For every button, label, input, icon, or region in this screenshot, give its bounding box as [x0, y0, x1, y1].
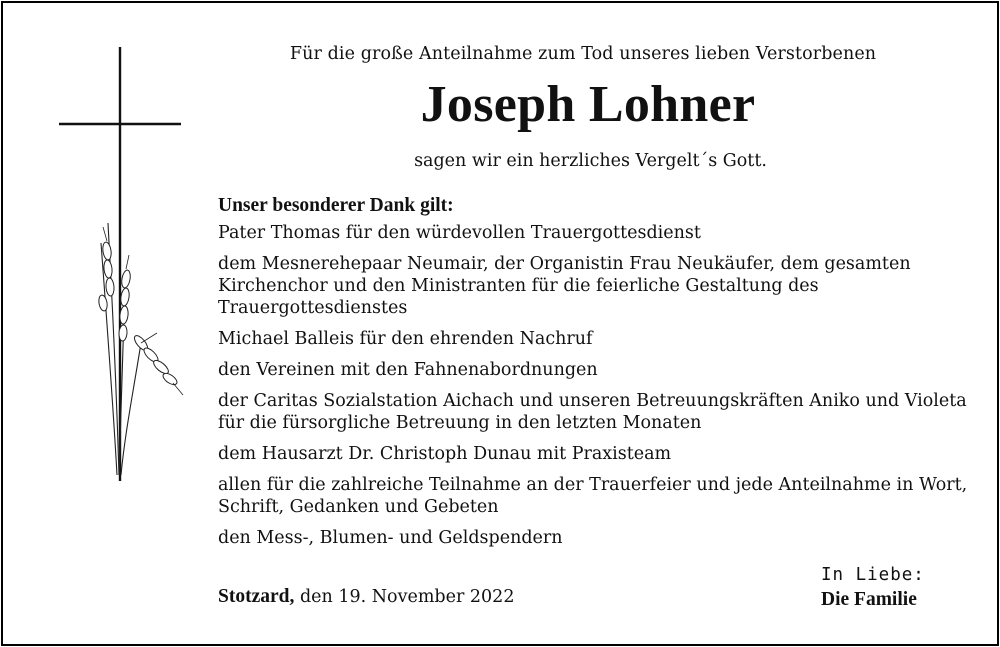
- date: den 19. November 2022: [299, 587, 515, 607]
- thanks-line: sagen wir ein herzliches Vergelt´s Gott.: [414, 151, 767, 171]
- signature: Die Familie: [821, 589, 917, 610]
- place-date: [218, 586, 514, 608]
- gratitude-heading: Unser besonderer Dank gilt:: [218, 195, 454, 216]
- gratitude-item: allen für die zahlreiche Teilnahme an der Trauerfeier und jede Anteilnahme in Wort, Schrift, Gedanken und Gebeten: [218, 475, 968, 517]
- closing-text: In Liebe:: [821, 565, 925, 585]
- gratitude-item: den Mess-, Blumen- und Geldspendern: [218, 528, 563, 548]
- gratitude-item: den Vereinen mit den Fahnenabordnungen: [218, 360, 598, 380]
- place: Stotzard,: [218, 586, 295, 607]
- gratitude-item: der Caritas Sozialstation Aichach und unseren Betreuungskräften Aniko und Violeta für die fürsorgliche Betreuung in den letzten Monaten: [218, 391, 967, 433]
- gratitude-item: dem Hausarzt Dr. Christoph Dunau mit Praxisteam: [218, 444, 672, 464]
- intro-text: Für die große Anteilnahme zum Tod unseres lieben Verstorbenen: [289, 44, 877, 64]
- gratitude-list: [218, 195, 978, 558]
- deceased-name: Joseph Lohner: [420, 76, 756, 133]
- gratitude-item: Pater Thomas für den würdevollen Trauergottesdienst: [218, 223, 701, 243]
- obituary-frame: [1, 1, 999, 646]
- gratitude-item: dem Mesnerehepaar Neumair, der Organistin Frau Neukäufer, dem gesamten Kirchenchor und den Ministranten für die feierliche Gestaltung des Trauergottesdienstes: [218, 254, 911, 318]
- gratitude-item: Michael Balleis für den ehrenden Nachruf: [218, 329, 593, 349]
